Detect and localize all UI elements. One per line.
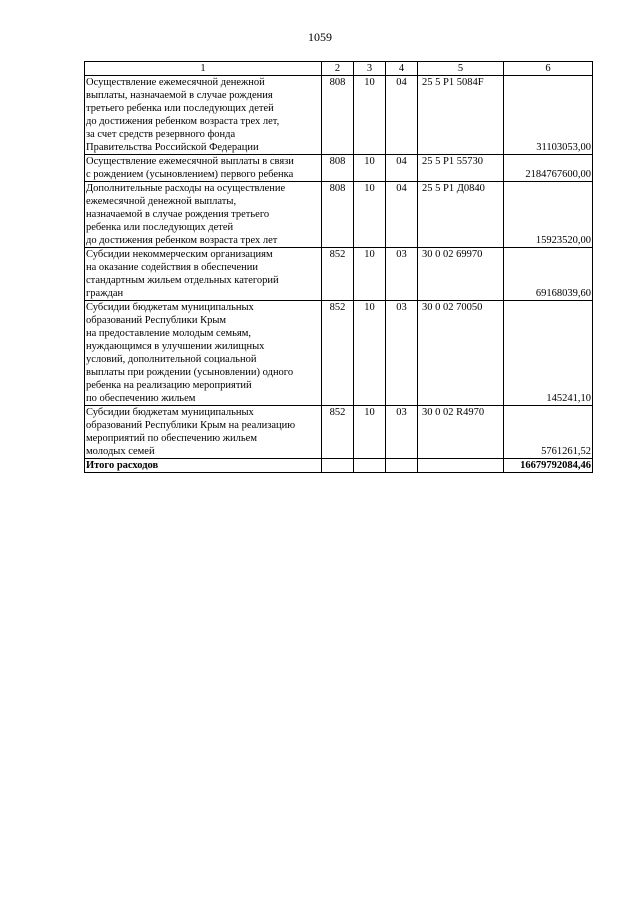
total-row <box>85 459 593 473</box>
table-row <box>85 406 593 459</box>
header-row <box>85 62 593 76</box>
total-amount: 16679792084,46 <box>504 459 593 473</box>
row-col-4: 03 <box>386 248 418 301</box>
row-col-2: 808 <box>322 76 354 155</box>
row-col-4: 03 <box>386 406 418 459</box>
row-col-3: 10 <box>354 182 386 248</box>
row-col-2: 852 <box>322 301 354 406</box>
total-col-5 <box>418 459 504 473</box>
row-col-4: 04 <box>386 182 418 248</box>
table-row <box>85 76 593 155</box>
total-col-3 <box>354 459 386 473</box>
row-amount: 2184767600,00 <box>504 155 593 182</box>
header-col-5: 5 <box>418 62 504 76</box>
row-col-5: 30 0 02 69970 <box>418 248 504 301</box>
table-body <box>85 76 593 473</box>
row-amount: 31103053,00 <box>504 76 593 155</box>
row-col-4: 03 <box>386 301 418 406</box>
row-col-4: 04 <box>386 76 418 155</box>
total-col-4 <box>386 459 418 473</box>
row-name: Осуществление ежемесячной денежной выплаты, назначаемой в случае рождения третьего ребенка или последующих детей до достижения ребенком возраста трех лет, за счет средств резервного фонда Правительства Российской Федерации <box>85 76 322 155</box>
row-col-3: 10 <box>354 301 386 406</box>
header-col-4: 4 <box>386 62 418 76</box>
row-col-5: 25 5 P1 Д0840 <box>418 182 504 248</box>
row-col-3: 10 <box>354 248 386 301</box>
row-amount: 5761261,52 <box>504 406 593 459</box>
row-col-5: 25 5 P1 55730 <box>418 155 504 182</box>
header-col-2: 2 <box>322 62 354 76</box>
row-col-2: 852 <box>322 248 354 301</box>
table-row <box>85 155 593 182</box>
total-label: Итого расходов <box>85 459 322 473</box>
row-name: Субсидии бюджетам муниципальных образований Республики Крым на реализацию мероприятий по обеспечению жильем молодых семей <box>85 406 322 459</box>
table-row <box>85 248 593 301</box>
header-col-6: 6 <box>504 62 593 76</box>
table-row <box>85 182 593 248</box>
row-col-3: 10 <box>354 76 386 155</box>
row-amount: 69168039,60 <box>504 248 593 301</box>
row-name: Дополнительные расходы на осуществление ежемесячной денежной выплаты, назначаемой в случае рождения третьего ребенка или последующих детей до достижения ребенком возраста трех лет <box>85 182 322 248</box>
row-col-2: 808 <box>322 155 354 182</box>
row-col-5: 25 5 P1 5084F <box>418 76 504 155</box>
table-header <box>85 62 593 76</box>
header-col-1: 1 <box>85 62 322 76</box>
budget-table <box>84 61 593 473</box>
row-name: Субсидии бюджетам муниципальных образований Республики Крым на предоставление молодым семьям, нуждающимся в улучшении жилищных условий, дополнительной социальной выплаты при рождении (усыновлении) одного ребенка на реализацию мероприятий по обеспечению жильем <box>85 301 322 406</box>
row-col-3: 10 <box>354 406 386 459</box>
row-col-2: 808 <box>322 182 354 248</box>
row-name: Осуществление ежемесячной выплаты в связи с рождением (усыновлением) первого ребенка <box>85 155 322 182</box>
row-amount: 15923520,00 <box>504 182 593 248</box>
row-col-5: 30 0 02 R4970 <box>418 406 504 459</box>
row-col-4: 04 <box>386 155 418 182</box>
row-name: Субсидии некоммерческим организациям на оказание содействия в обеспечении стандартным жильем отдельных категорий граждан <box>85 248 322 301</box>
row-col-5: 30 0 02 70050 <box>418 301 504 406</box>
row-col-2: 852 <box>322 406 354 459</box>
total-col-2 <box>322 459 354 473</box>
row-col-3: 10 <box>354 155 386 182</box>
header-col-3: 3 <box>354 62 386 76</box>
row-amount: 145241,10 <box>504 301 593 406</box>
table-row <box>85 301 593 406</box>
page-number: 1059 <box>308 30 332 44</box>
